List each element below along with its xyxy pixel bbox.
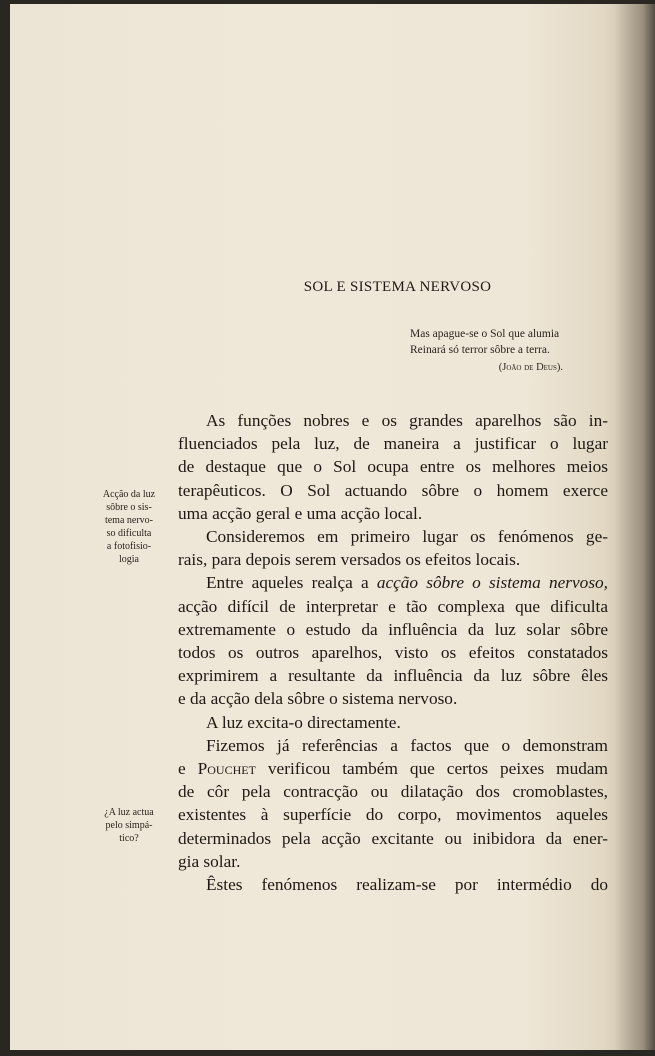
epigraph bbox=[410, 326, 559, 358]
paragraph-1 bbox=[178, 409, 608, 525]
epigraph-author-name: João de Deus bbox=[502, 362, 557, 373]
page-gutter-shadow bbox=[615, 4, 655, 1050]
chapter-title: SOL E SISTEMA NERVOSO bbox=[303, 279, 492, 295]
text-line bbox=[178, 757, 608, 780]
margin-note-line: a fotofisio- bbox=[106, 541, 152, 552]
margin-note-line: logia bbox=[119, 554, 139, 565]
text-line: existentes à superfície do corpo, movimentos aqueles bbox=[178, 805, 608, 825]
text-line: uma acção geral e uma acção local. bbox=[178, 503, 423, 523]
text-line: todos os outros aparelhos, visto os efeitos constatados bbox=[178, 643, 608, 663]
text-run: verificou também que certos peixes mudam bbox=[255, 759, 608, 779]
text-line: e da acção dela sôbre o sistema nervoso. bbox=[178, 689, 458, 709]
margin-note-sympathetic bbox=[84, 806, 174, 845]
epigraph-author bbox=[499, 362, 563, 373]
text-line: Êstes fenómenos realizam-se por intermédio do bbox=[206, 875, 608, 895]
epigraph-author-close: ). bbox=[556, 362, 563, 373]
epigraph-author-open: ( bbox=[498, 362, 503, 373]
paragraph-2 bbox=[178, 525, 608, 571]
text-line: determinados pela acção excitante ou inibidora da ener- bbox=[178, 828, 608, 848]
paragraph-6 bbox=[178, 873, 608, 896]
text-line: extremamente o estudo da influência da luz solar sôbre bbox=[178, 619, 608, 639]
margin-note-line: sôbre o sis- bbox=[106, 502, 152, 513]
margin-note-line: tema nervo- bbox=[104, 515, 154, 526]
text-line: acção difícil de interpretar e tão complexa que dificulta bbox=[178, 596, 608, 616]
text-line: Consideremos em primeiro lugar os fenómenos ge- bbox=[206, 527, 608, 547]
epigraph-line: Mas apague-se o Sol que alumia bbox=[410, 328, 560, 340]
margin-note-line: ¿A luz actua bbox=[104, 807, 154, 818]
text-line: gia solar. bbox=[178, 851, 241, 871]
margin-note-line: so dificulta bbox=[106, 528, 152, 539]
text-line: A luz excita-o directamente. bbox=[206, 712, 401, 732]
epigraph-line: Reinará só terror sôbre a terra. bbox=[410, 344, 550, 356]
text-line bbox=[178, 571, 608, 594]
margin-note-line: Acção da luz bbox=[102, 489, 156, 500]
text-line: de destaque que o Sol ocupa entre os melhores meios bbox=[178, 457, 608, 477]
emphasis-text: acção sôbre o sistema nervoso, bbox=[376, 573, 609, 593]
text-line: fluenciados pela luz, de maneira a justificar o lugar bbox=[178, 434, 608, 454]
text-line: rais, para depois serem versados os efeitos locais. bbox=[178, 550, 521, 570]
paragraph-5 bbox=[178, 734, 608, 873]
text-line: exprimirem a resultante da influência da luz sôbre êles bbox=[178, 666, 608, 686]
text-run: Entre aqueles realça a bbox=[206, 573, 377, 593]
paragraph-4 bbox=[178, 711, 608, 734]
book-page bbox=[10, 4, 655, 1050]
margin-note-line: tico? bbox=[119, 833, 139, 844]
bleed-through-text bbox=[170, 104, 590, 264]
body-text bbox=[178, 409, 608, 896]
margin-note-light-nervous-system bbox=[88, 488, 170, 566]
text-line: de côr pela contracção ou dilatação dos cromoblastes, bbox=[178, 782, 608, 802]
paragraph-3 bbox=[178, 571, 608, 710]
text-line: terapêuticos. O Sol actuando sôbre o homem exerce bbox=[178, 480, 608, 500]
margin-note-line: pelo simpá- bbox=[105, 820, 153, 831]
text-line: Fizemos já referências a factos que o demonstram bbox=[206, 735, 608, 755]
text-run: e bbox=[178, 759, 198, 779]
person-name: Pouchet bbox=[197, 759, 256, 779]
text-line: As funções nobres e os grandes aparelhos são in- bbox=[206, 411, 608, 430]
